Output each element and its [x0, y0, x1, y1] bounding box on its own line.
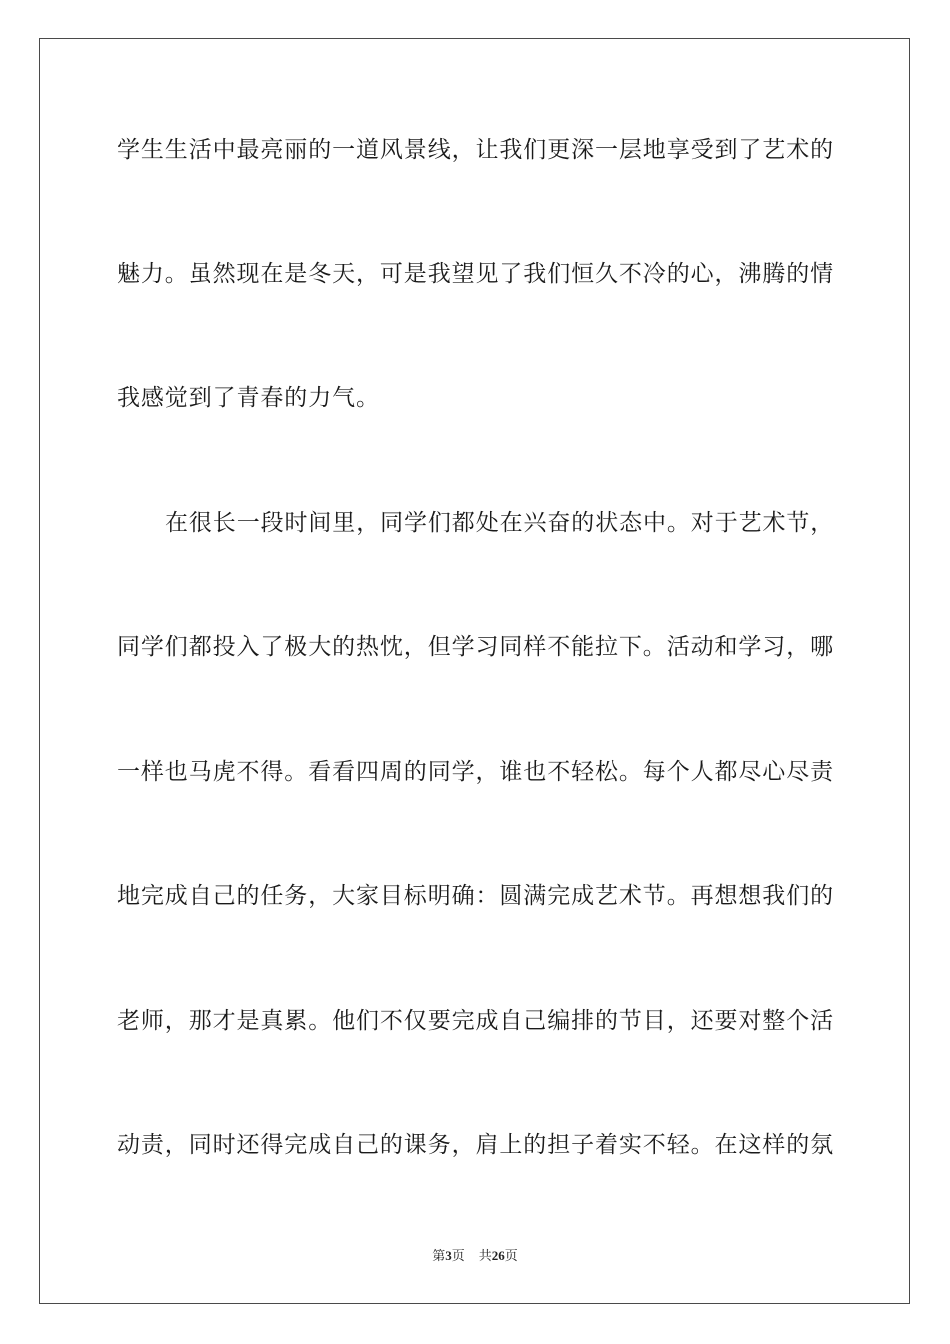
- page-footer: [0, 1247, 950, 1266]
- footer-page-number: 3: [445, 1248, 452, 1263]
- text-line-6: 一样也马虎不得。看看四周的同学，谁也不轻松。每个人都尽心尽责: [117, 759, 834, 785]
- text-line-1: 学生生活中最亮丽的一道风景线，让我们更深一层地享受到了艺术的: [117, 137, 834, 163]
- footer-total-prefix: 共: [478, 1249, 492, 1264]
- text-line-3: 我感觉到了青春的力气。: [117, 385, 380, 411]
- page-border: [39, 38, 910, 1304]
- text-line-9: 动责，同时还得完成自己的课务，肩上的担子着实不轻。在这样的氛: [117, 1132, 834, 1158]
- footer-page-suffix: 页: [451, 1249, 465, 1264]
- footer-total-suffix: 页: [504, 1249, 518, 1264]
- text-line-8: 老师，那才是真累。他们不仅要完成自己编排的节目，还要对整个活: [117, 1008, 834, 1034]
- text-line-7: 地完成自己的任务，大家目标明确：圆满完成艺术节。再想想我们的: [117, 883, 834, 909]
- text-line-2: 魅力。虽然现在是冬天，可是我望见了我们恒久不冷的心，沸腾的情: [117, 261, 834, 287]
- text-line-5: 同学们都投入了极大的热忱，但学习同样不能拉下。活动和学习，哪: [117, 634, 834, 660]
- footer-total-number: 26: [491, 1248, 505, 1263]
- footer-page-prefix: 第: [432, 1249, 446, 1264]
- text-line-4: 在很长一段时间里，同学们都处在兴奋的状态中。对于艺术节，: [165, 510, 835, 536]
